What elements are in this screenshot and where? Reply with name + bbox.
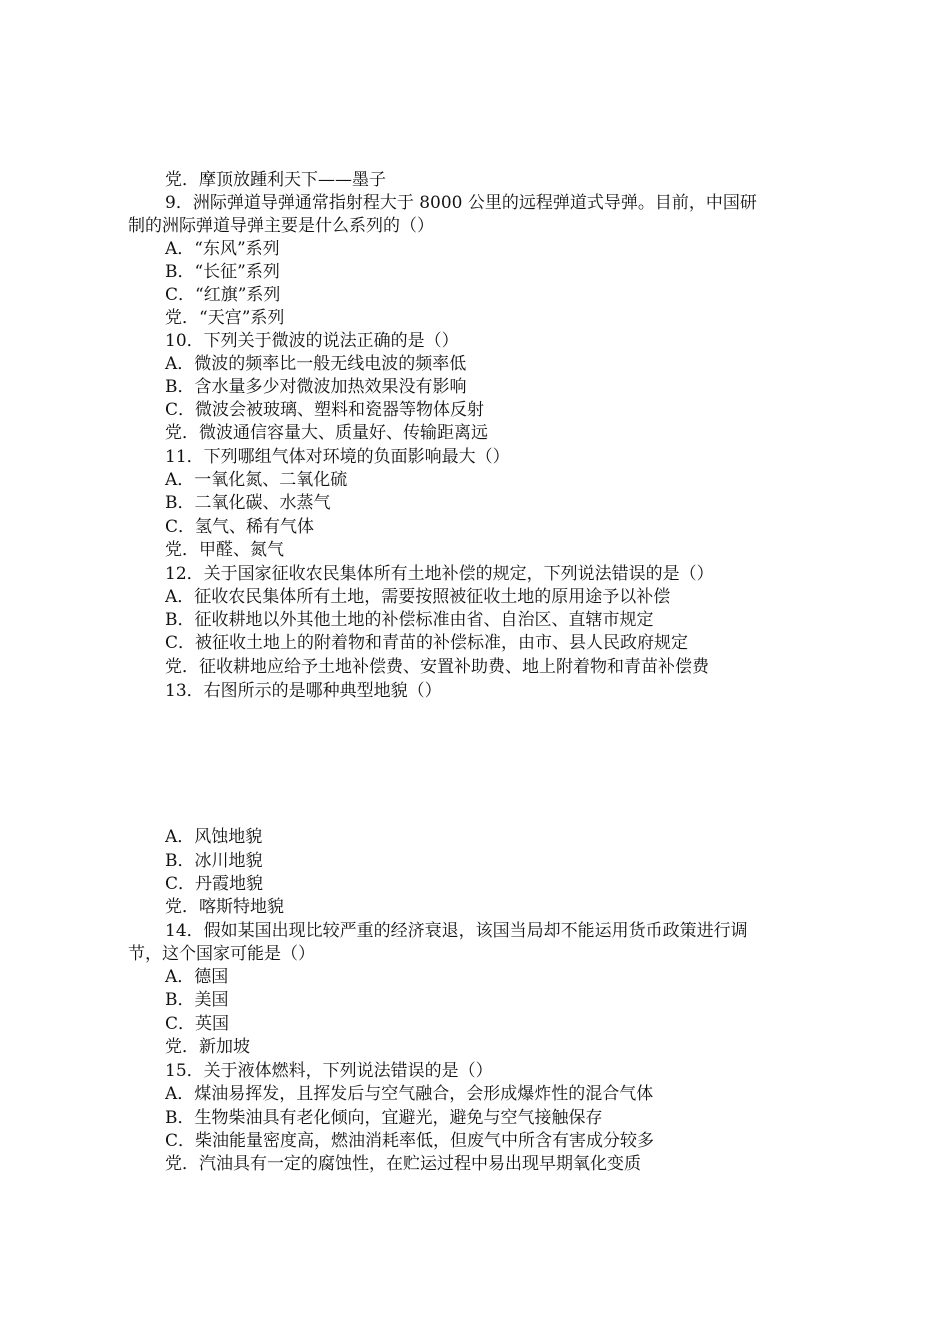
q13-stem: 13．右图所示的是哪种典型地貌（） <box>165 681 442 701</box>
q12-option-b: B．征收耕地以外其他土地的补偿标准由省、自治区、直辖市规定 <box>165 610 654 630</box>
q8-option-d: 党．摩顶放踵利天下——墨子 <box>165 170 386 190</box>
q9-option-c: C．“红旗”系列 <box>165 285 281 305</box>
q10-stem: 10．下列关于微波的说法正确的是（） <box>165 331 459 351</box>
q14-option-d: 党．新加坡 <box>165 1037 250 1057</box>
q12-option-d: 党．征收耕地应给予土地补偿费、安置补助费、地上附着物和青苗补偿费 <box>165 657 709 677</box>
q12-option-a: A．征收农民集体所有土地，需要按照被征收土地的原用途予以补偿 <box>165 587 671 607</box>
q11-option-a: A．一氧化氮、二氧化硫 <box>165 470 348 490</box>
q10-option-d: 党．微波通信容量大、质量好、传输距离远 <box>165 423 488 443</box>
q9-stem-line2: 制的洲际弹道导弹主要是什么系列的（） <box>128 216 434 236</box>
q15-option-d: 党．汽油具有一定的腐蚀性，在贮运过程中易出现早期氧化变质 <box>165 1154 641 1174</box>
q12-stem: 12．关于国家征收农民集体所有土地补偿的规定，下列说法错误的是（） <box>165 564 714 584</box>
q10-option-c: C．微波会被玻璃、塑料和瓷器等物体反射 <box>165 400 485 420</box>
q13-option-a: A．风蚀地貌 <box>165 827 263 847</box>
q15-option-c: C．柴油能量密度高，燃油消耗率低，但废气中所含有害成分较多 <box>165 1131 655 1151</box>
q10-option-b: B．含水量多少对微波加热效果没有影响 <box>165 377 467 397</box>
q11-option-d: 党．甲醛、氮气 <box>165 540 284 560</box>
q11-option-c: C．氢气、稀有气体 <box>165 517 315 537</box>
q9-option-b: B．“长征”系列 <box>165 262 280 282</box>
q10-option-a: A．微波的频率比一般无线电波的频率低 <box>165 354 467 374</box>
q9-option-d: 党．“天宫”系列 <box>165 308 285 328</box>
q14-stem-line2: 节，这个国家可能是（） <box>128 944 315 964</box>
q9-stem-line1: 9．洲际弹道导弹通常指射程大于 8000 公里的远程弹道式导弹。目前，中国研 <box>165 193 757 213</box>
q15-stem: 15．关于液体燃料，下列说法错误的是（） <box>165 1061 493 1081</box>
q9-option-a: A．“东风”系列 <box>165 239 280 259</box>
q13-option-b: B．冰川地貌 <box>165 851 263 871</box>
q15-option-b: B．生物柴油具有老化倾向，宜避光，避免与空气接触保存 <box>165 1108 603 1128</box>
q15-option-a: A．煤油易挥发，且挥发后与空气融合，会形成爆炸性的混合气体 <box>165 1084 654 1104</box>
q14-option-c: C．英国 <box>165 1014 230 1034</box>
q14-stem-line1: 14．假如某国出现比较严重的经济衰退，该国当局却不能运用货币政策进行调 <box>165 921 748 941</box>
q14-option-a: A．德国 <box>165 967 229 987</box>
q11-option-b: B．二氧化碳、水蒸气 <box>165 493 331 513</box>
q12-option-c: C．被征收土地上的附着物和青苗的补偿标准，由市、县人民政府规定 <box>165 633 689 653</box>
q13-option-c: C．丹霞地貌 <box>165 874 264 894</box>
q14-option-b: B．美国 <box>165 990 229 1010</box>
q13-option-d: 党．喀斯特地貌 <box>165 897 284 917</box>
q11-stem: 11．下列哪组气体对环境的负面影响最大（） <box>165 447 510 467</box>
